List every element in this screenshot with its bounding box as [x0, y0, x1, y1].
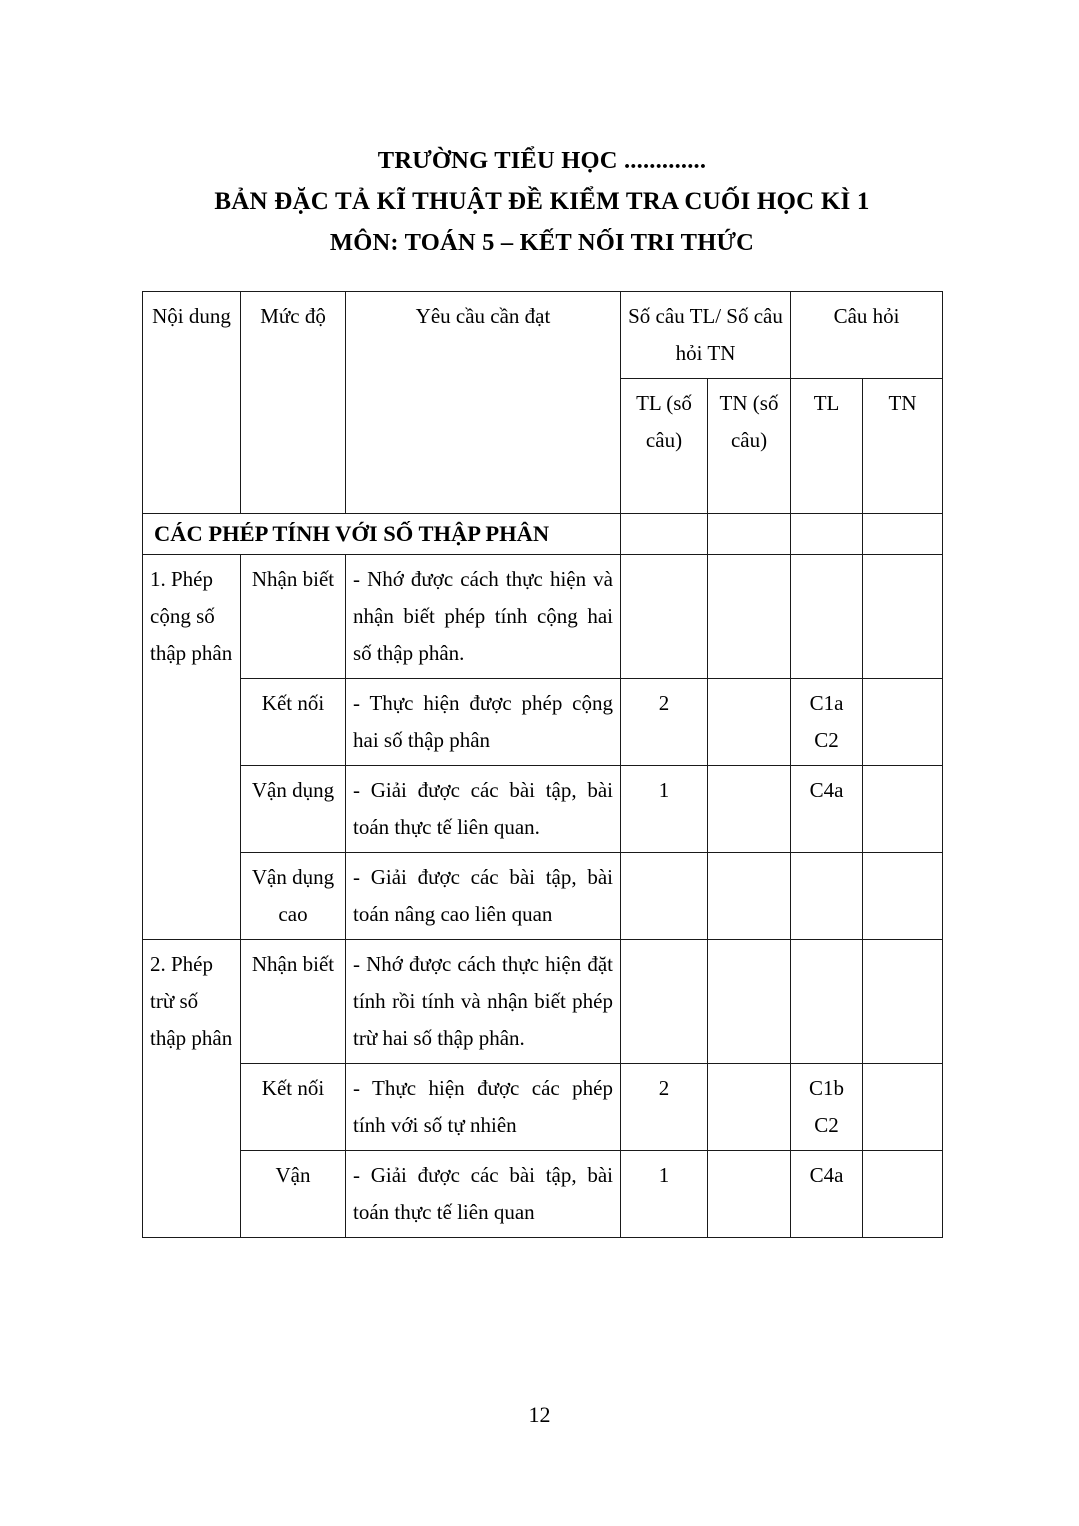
so-cau-tl-cell: 2	[621, 679, 708, 766]
so-cau-tn-cell	[708, 679, 791, 766]
table-row	[143, 1151, 943, 1238]
muc-do-cell: Nhận biết	[241, 940, 346, 1064]
table-row	[143, 555, 943, 679]
cau-hoi-tl-cell	[791, 853, 863, 940]
header-cau-hoi-tn: TN	[863, 379, 943, 514]
header-so-cau: Số câu TL/ Số câu hỏi TN	[621, 292, 791, 379]
table-header	[143, 292, 943, 514]
so-cau-tn-cell	[708, 555, 791, 679]
specification-table	[142, 291, 943, 1238]
header-so-cau-tn: TN (số câu)	[708, 379, 791, 514]
cau-hoi-tn-cell	[863, 853, 943, 940]
cau-hoi-tn-cell	[863, 940, 943, 1064]
yeu-cau-cell: - Nhớ được cách thực hiện đặt tính rồi tính và nhận biết phép trừ hai số thập phân.	[346, 940, 621, 1064]
yeu-cau-cell: - Giải được các bài tập, bài toán thực tế liên quan.	[346, 766, 621, 853]
so-cau-tn-cell	[708, 1064, 791, 1151]
table-row	[143, 853, 943, 940]
cau-hoi-tl-cell: C4a	[791, 1151, 863, 1238]
header-muc-do: Mức độ	[241, 292, 346, 514]
section-blank-cauhoi-tl	[791, 514, 863, 555]
cau-hoi-tl-cell: C1b C2	[791, 1064, 863, 1151]
so-cau-tl-cell	[621, 853, 708, 940]
cau-hoi-tn-cell	[863, 1151, 943, 1238]
muc-do-cell: Vận dụng	[241, 766, 346, 853]
cau-hoi-tn-cell	[863, 555, 943, 679]
cau-hoi-tn-cell	[863, 679, 943, 766]
heading-subject-line: MÔN: TOÁN 5 – KẾT NỐI TRI THỨC	[329, 229, 755, 256]
so-cau-tl-cell: 1	[621, 1151, 708, 1238]
muc-do-cell: Kết nối	[241, 679, 346, 766]
so-cau-tn-cell	[708, 853, 791, 940]
document-heading	[142, 140, 942, 263]
section-title: CÁC PHÉP TÍNH VỚI SỐ THẬP PHÂN	[143, 514, 621, 555]
header-so-cau-tl: TL (số câu)	[621, 379, 708, 514]
cau-hoi-tn-cell	[863, 766, 943, 853]
so-cau-tn-cell	[708, 766, 791, 853]
section-blank-tn	[708, 514, 791, 555]
heading-title-line: BẢN ĐẶC TẢ KĨ THUẬT ĐỀ KIỂM TRA CUỐI HỌC KÌ 1	[214, 188, 870, 215]
cau-hoi-tl-cell: C4a	[791, 766, 863, 853]
so-cau-tl-cell: 1	[621, 766, 708, 853]
muc-do-cell: Vận	[241, 1151, 346, 1238]
so-cau-tl-cell: 2	[621, 1064, 708, 1151]
yeu-cau-cell: - Giải được các bài tập, bài toán nâng cao liên quan	[346, 853, 621, 940]
yeu-cau-cell: - Nhớ được cách thực hiện và nhận biết phép tính cộng hai số thập phân.	[346, 555, 621, 679]
heading-school-line: TRƯỜNG TIỂU HỌC .............	[377, 147, 707, 174]
cau-hoi-tl-cell: C1a C2	[791, 679, 863, 766]
table-row	[143, 940, 943, 1064]
header-cau-hoi: Câu hỏi	[791, 292, 943, 379]
muc-do-cell: Vận dụng cao	[241, 853, 346, 940]
table-row	[143, 1064, 943, 1151]
so-cau-tl-cell	[621, 555, 708, 679]
noi-dung-cell: 1. Phép cộng số thập phân	[143, 555, 241, 940]
so-cau-tn-cell	[708, 1151, 791, 1238]
yeu-cau-cell: - Thực hiện được các phép tính với số tự nhiên	[346, 1064, 621, 1151]
cau-hoi-tn-cell	[863, 1064, 943, 1151]
cau-hoi-tl-cell	[791, 940, 863, 1064]
section-blank-cauhoi-tn	[863, 514, 943, 555]
table-header-row-1	[143, 292, 943, 379]
yeu-cau-cell: - Thực hiện được phép cộng hai số thập phân	[346, 679, 621, 766]
so-cau-tn-cell	[708, 940, 791, 1064]
muc-do-cell: Nhận biết	[241, 555, 346, 679]
table-row	[143, 766, 943, 853]
table-body	[143, 514, 943, 1238]
table-row	[143, 679, 943, 766]
header-yeu-cau: Yêu cầu cần đạt	[346, 292, 621, 514]
noi-dung-cell: 2. Phép trừ số thập phân	[143, 940, 241, 1238]
header-noi-dung: Nội dung	[143, 292, 241, 514]
muc-do-cell: Kết nối	[241, 1064, 346, 1151]
yeu-cau-cell: - Giải được các bài tập, bài toán thực tế liên quan	[346, 1151, 621, 1238]
page-number: 12	[528, 1402, 551, 1427]
section-blank-tl	[621, 514, 708, 555]
cau-hoi-tl-cell	[791, 555, 863, 679]
header-cau-hoi-tl: TL	[791, 379, 863, 514]
section-title-row	[143, 514, 943, 555]
so-cau-tl-cell	[621, 940, 708, 1064]
